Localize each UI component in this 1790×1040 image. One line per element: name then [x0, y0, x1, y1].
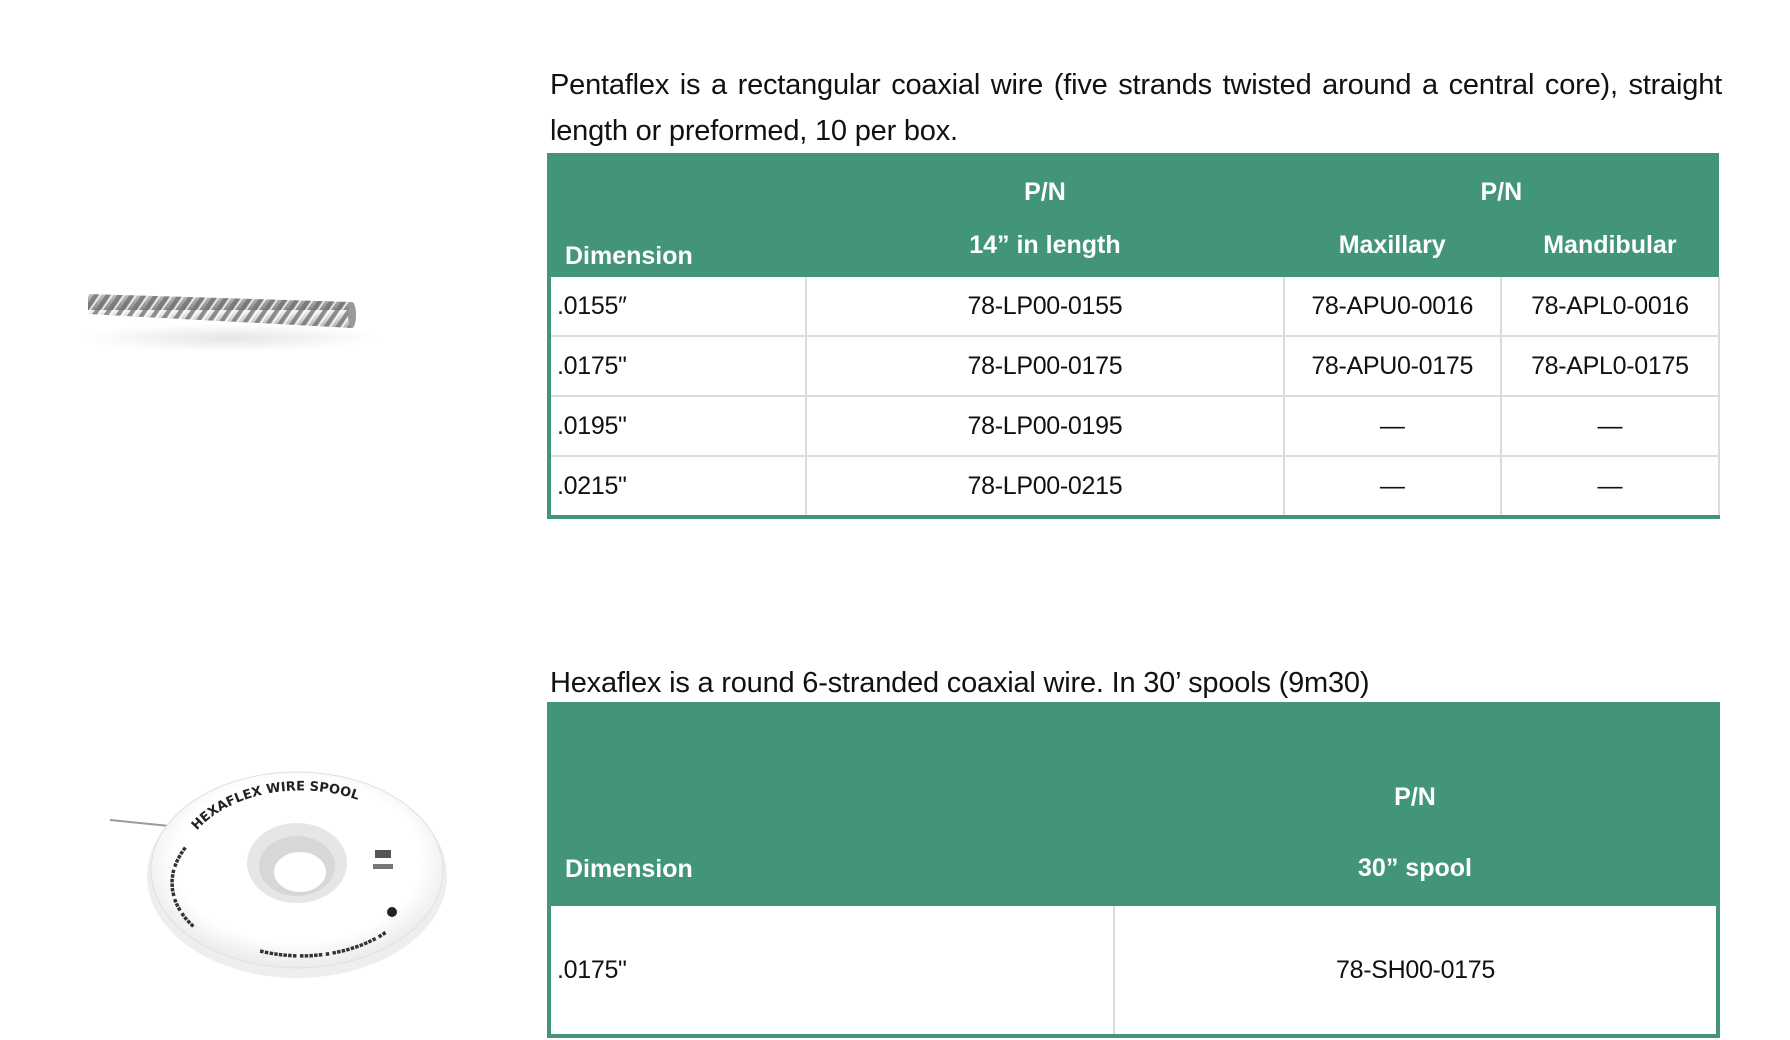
cell-length-pn: 78-LP00-0195 — [806, 396, 1283, 456]
svg-text:▪▪▪▪▪ ▪▪▪▪▪▪ ▪▪▪ ▪▪▪▪: ▪▪▪▪▪ ▪▪▪▪▪▪ ▪▪▪ ▪▪▪▪ — [168, 844, 197, 930]
pentaflex-part-number-table — [547, 153, 1720, 519]
cell-mandibular-pn: — — [1501, 396, 1719, 456]
cell-maxillary-pn: 78-APU0-0175 — [1284, 336, 1501, 396]
cell-mandibular-pn: — — [1501, 456, 1719, 517]
cell-maxillary-pn: — — [1284, 396, 1501, 456]
cell-maxillary-pn: — — [1284, 456, 1501, 517]
cell-length-pn: 78-LP00-0215 — [806, 456, 1283, 517]
header-14in-length: 14” in length — [806, 213, 1283, 277]
header-pn-length-group: P/N — [806, 153, 1283, 213]
cell-dimension: .0155″ — [549, 277, 806, 336]
cell-maxillary-pn: 78-APU0-0016 — [1284, 277, 1501, 336]
header-maxillary: Maxillary — [1284, 213, 1501, 277]
table-row — [549, 336, 1719, 396]
cell-spool-pn: 78-SH00-0175 — [1114, 906, 1718, 1036]
cell-dimension: .0175" — [549, 336, 806, 396]
hexaflex-part-number-table — [547, 702, 1720, 1038]
hexaflex-spool-image — [100, 730, 460, 990]
cell-mandibular-pn: 78-APL0-0016 — [1501, 277, 1719, 336]
cell-length-pn: 78-LP00-0175 — [806, 336, 1283, 396]
cell-dimension: .0175" — [549, 906, 1114, 1036]
cell-dimension: .0195" — [549, 396, 806, 456]
header-pn-preformed-group: P/N — [1284, 153, 1719, 213]
table-row — [549, 456, 1719, 517]
header-pn-group: P/N — [1114, 702, 1718, 830]
spool-label: HEXAFLEX WIRE SPOOL — [188, 779, 362, 834]
pentaflex-wire-image — [80, 280, 380, 360]
header-30in-spool: 30” spool — [1114, 830, 1718, 906]
table-row — [549, 396, 1719, 456]
pentaflex-description: Pentaflex is a rectangular coaxial wire (five strands twisted around a central core), straight length or preformed, 10 per box. — [550, 69, 1722, 147]
cell-mandibular-pn: 78-APL0-0175 — [1501, 336, 1719, 396]
cell-dimension: .0215" — [549, 456, 806, 517]
table-row — [549, 906, 1718, 1036]
hexaflex-description: Hexaflex is a round 6-stranded coaxial wire. In 30’ spools (9m30) — [550, 667, 1370, 699]
header-dimension: Dimension — [549, 153, 806, 277]
header-mandibular: Mandibular — [1501, 213, 1719, 277]
header-dimension: Dimension — [549, 702, 1114, 906]
cell-length-pn: 78-LP00-0155 — [806, 277, 1283, 336]
svg-text:▪▪▪▪▪▪▪▪ ▪▪▪▪▪ ▪ ▪▪▪▪▪▪▪▪▪▪ ▪▪: ▪▪▪▪▪▪▪▪ ▪▪▪▪▪ ▪ ▪▪▪▪▪▪▪▪▪▪ ▪▪ — [258, 928, 389, 960]
table-row — [549, 277, 1719, 336]
